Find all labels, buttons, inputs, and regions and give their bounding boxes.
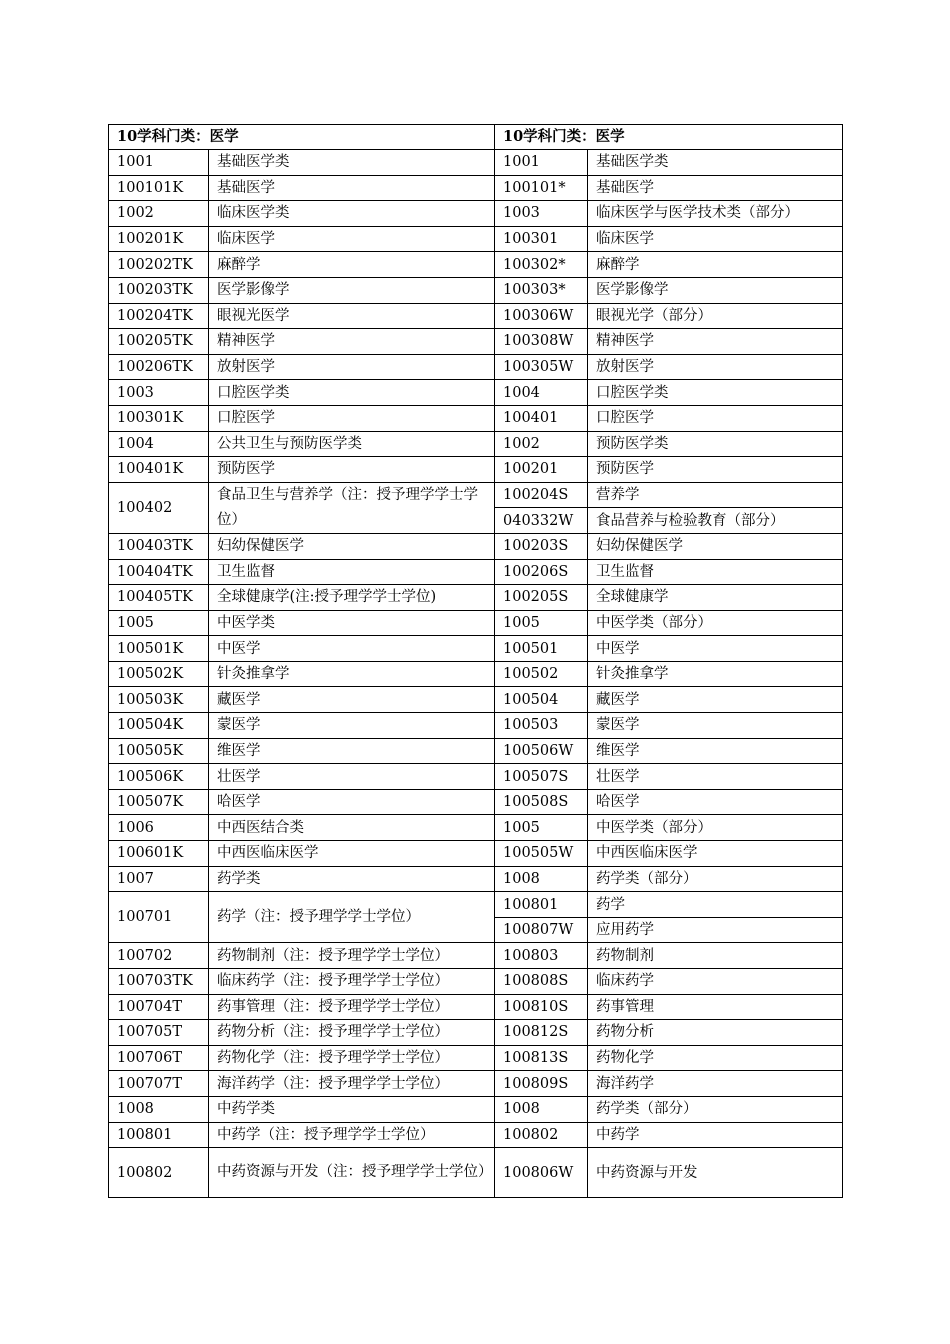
table-row xyxy=(109,866,843,892)
new-code: 100503K xyxy=(109,687,209,713)
table-row xyxy=(109,226,843,252)
old-code: 100206S xyxy=(495,559,588,585)
new-name: 药物制剂（注：授予理学学士学位） xyxy=(209,943,495,969)
old-name: 中医学 xyxy=(588,636,843,662)
old-name: 海洋药学 xyxy=(588,1071,843,1097)
new-code: 100501K xyxy=(109,636,209,662)
table-row xyxy=(109,1071,843,1097)
table-row xyxy=(109,303,843,329)
new-code: 100705T xyxy=(109,1020,209,1046)
old-code: 100812S xyxy=(495,1020,588,1046)
new-code: 100703TK xyxy=(109,969,209,995)
old-name: 预防医学类 xyxy=(588,431,843,457)
table-row xyxy=(109,585,843,611)
old-name: 临床药学 xyxy=(588,969,843,995)
new-name: 临床药学（注：授予理学学士学位） xyxy=(209,969,495,995)
new-code: 100801 xyxy=(109,1122,209,1148)
new-code: 100206TK xyxy=(109,354,209,380)
new-code: 1008 xyxy=(109,1096,209,1122)
table-row xyxy=(109,150,843,176)
table-row xyxy=(109,329,843,355)
old-code: 100505W xyxy=(495,841,588,867)
old-name: 中医学类（部分） xyxy=(588,610,843,636)
table-row xyxy=(109,354,843,380)
table-row xyxy=(109,457,843,483)
old-code: 100401 xyxy=(495,405,588,431)
table-row xyxy=(109,175,843,201)
old-name: 中药资源与开发 xyxy=(588,1148,843,1198)
old-code: 100503 xyxy=(495,713,588,739)
old-name: 应用药学 xyxy=(588,917,843,943)
table-row xyxy=(109,789,843,815)
new-name: 基础医学类 xyxy=(209,150,495,176)
new-name: 维医学 xyxy=(209,738,495,764)
new-name: 针灸推拿学 xyxy=(209,661,495,687)
old-code: 100301 xyxy=(495,226,588,252)
table-row xyxy=(109,764,843,790)
new-name: 药学类 xyxy=(209,866,495,892)
old-name: 口腔医学 xyxy=(588,405,843,431)
new-name: 中医学类 xyxy=(209,610,495,636)
old-code: 1008 xyxy=(495,866,588,892)
table-row xyxy=(109,1020,843,1046)
new-name: 医学影像学 xyxy=(209,277,495,303)
old-code: 100502 xyxy=(495,661,588,687)
old-name: 药学 xyxy=(588,892,843,918)
old-code: 100504 xyxy=(495,687,588,713)
old-code: 100306W xyxy=(495,303,588,329)
table-row xyxy=(109,405,843,431)
old-code: 040332W xyxy=(495,508,588,534)
old-code: 100201 xyxy=(495,457,588,483)
table-row xyxy=(109,636,843,662)
old-name: 针灸推拿学 xyxy=(588,661,843,687)
old-name: 卫生监督 xyxy=(588,559,843,585)
new-name: 药物化学（注：授予理学学士学位） xyxy=(209,1045,495,1071)
table-row xyxy=(109,533,843,559)
old-code: 1005 xyxy=(495,815,588,841)
header-old-catalog: 10学科门类：医学 xyxy=(495,125,843,150)
table-row xyxy=(109,994,843,1020)
table-row xyxy=(109,841,843,867)
old-name: 口腔医学类 xyxy=(588,380,843,406)
old-name: 维医学 xyxy=(588,738,843,764)
new-name: 临床医学类 xyxy=(209,201,495,227)
old-name: 临床医学 xyxy=(588,226,843,252)
new-name: 哈医学 xyxy=(209,789,495,815)
old-code: 100205S xyxy=(495,585,588,611)
old-code: 100303* xyxy=(495,277,588,303)
table-row xyxy=(109,277,843,303)
old-code: 100803 xyxy=(495,943,588,969)
table-row xyxy=(109,1148,843,1198)
header-row xyxy=(109,125,843,150)
table-row xyxy=(109,892,843,918)
table-row xyxy=(109,687,843,713)
new-name: 中药学（注：授予理学学士学位） xyxy=(209,1122,495,1148)
old-code: 100305W xyxy=(495,354,588,380)
old-name: 中医学类（部分） xyxy=(588,815,843,841)
new-name: 妇幼保健医学 xyxy=(209,533,495,559)
new-code: 1001 xyxy=(109,150,209,176)
new-name: 中西医结合类 xyxy=(209,815,495,841)
new-name: 中医学 xyxy=(209,636,495,662)
old-name: 中西医临床医学 xyxy=(588,841,843,867)
old-code: 100809S xyxy=(495,1071,588,1097)
new-code: 1004 xyxy=(109,431,209,457)
new-name: 药学（注：授予理学学士学位） xyxy=(209,892,495,943)
new-code: 1007 xyxy=(109,866,209,892)
old-name: 壮医学 xyxy=(588,764,843,790)
old-name: 眼视光学（部分） xyxy=(588,303,843,329)
old-code: 100308W xyxy=(495,329,588,355)
old-name: 放射医学 xyxy=(588,354,843,380)
new-name: 中药资源与开发（注：授予理学学士学位） xyxy=(209,1148,495,1198)
new-name: 眼视光医学 xyxy=(209,303,495,329)
new-code: 1002 xyxy=(109,201,209,227)
old-name: 药物制剂 xyxy=(588,943,843,969)
old-code: 100807W xyxy=(495,917,588,943)
old-code: 100508S xyxy=(495,789,588,815)
old-code: 1003 xyxy=(495,201,588,227)
new-code: 100204TK xyxy=(109,303,209,329)
old-code: 100506W xyxy=(495,738,588,764)
new-code: 100702 xyxy=(109,943,209,969)
new-code: 100301K xyxy=(109,405,209,431)
new-code: 100402 xyxy=(109,482,209,533)
old-name: 中药学 xyxy=(588,1122,843,1148)
table-row xyxy=(109,713,843,739)
old-name: 蒙医学 xyxy=(588,713,843,739)
table-row xyxy=(109,380,843,406)
new-code: 100404TK xyxy=(109,559,209,585)
new-name: 海洋药学（注：授予理学学士学位） xyxy=(209,1071,495,1097)
table-row xyxy=(109,482,843,508)
new-code: 1005 xyxy=(109,610,209,636)
old-code: 100806W xyxy=(495,1148,588,1198)
header-new-catalog: 10学科门类：医学 xyxy=(109,125,495,150)
old-name: 藏医学 xyxy=(588,687,843,713)
new-name: 预防医学 xyxy=(209,457,495,483)
old-name: 妇幼保健医学 xyxy=(588,533,843,559)
new-code: 100504K xyxy=(109,713,209,739)
new-name: 全球健康学(注:授予理学学士学位) xyxy=(209,585,495,611)
old-name: 基础医学 xyxy=(588,175,843,201)
new-name: 食品卫生与营养学（注：授予理学学士学位） xyxy=(209,482,495,533)
table-row xyxy=(109,559,843,585)
new-code: 100506K xyxy=(109,764,209,790)
old-code: 100810S xyxy=(495,994,588,1020)
old-code: 1004 xyxy=(495,380,588,406)
new-code: 100201K xyxy=(109,226,209,252)
new-name: 麻醉学 xyxy=(209,252,495,278)
new-code: 100401K xyxy=(109,457,209,483)
new-name: 蒙医学 xyxy=(209,713,495,739)
table-row xyxy=(109,661,843,687)
new-name: 藏医学 xyxy=(209,687,495,713)
new-code: 1003 xyxy=(109,380,209,406)
old-code: 1002 xyxy=(495,431,588,457)
new-code: 100601K xyxy=(109,841,209,867)
new-code: 100405TK xyxy=(109,585,209,611)
table-row xyxy=(109,431,843,457)
major-comparison-table xyxy=(108,124,843,1198)
new-name: 基础医学 xyxy=(209,175,495,201)
table-row xyxy=(109,252,843,278)
new-name: 精神医学 xyxy=(209,329,495,355)
new-code: 100202TK xyxy=(109,252,209,278)
new-name: 卫生监督 xyxy=(209,559,495,585)
old-code: 1005 xyxy=(495,610,588,636)
new-name: 中西医临床医学 xyxy=(209,841,495,867)
new-name: 临床医学 xyxy=(209,226,495,252)
new-name: 口腔医学类 xyxy=(209,380,495,406)
old-name: 药学类（部分） xyxy=(588,1096,843,1122)
new-name: 壮医学 xyxy=(209,764,495,790)
old-code: 1008 xyxy=(495,1096,588,1122)
old-name: 临床医学与医学技术类（部分） xyxy=(588,201,843,227)
new-name: 药事管理（注：授予理学学士学位） xyxy=(209,994,495,1020)
old-name: 哈医学 xyxy=(588,789,843,815)
old-code: 100507S xyxy=(495,764,588,790)
new-code: 100701 xyxy=(109,892,209,943)
old-name: 精神医学 xyxy=(588,329,843,355)
old-name: 营养学 xyxy=(588,482,843,508)
new-code: 100502K xyxy=(109,661,209,687)
new-code: 1006 xyxy=(109,815,209,841)
old-code: 100302* xyxy=(495,252,588,278)
new-name: 放射医学 xyxy=(209,354,495,380)
old-name: 预防医学 xyxy=(588,457,843,483)
old-code: 100501 xyxy=(495,636,588,662)
old-code: 100813S xyxy=(495,1045,588,1071)
old-code: 100204S xyxy=(495,482,588,508)
table-row xyxy=(109,1122,843,1148)
old-name: 药学类（部分） xyxy=(588,866,843,892)
old-code: 100203S xyxy=(495,533,588,559)
old-name: 基础医学类 xyxy=(588,150,843,176)
old-name: 医学影像学 xyxy=(588,277,843,303)
new-name: 药物分析（注：授予理学学士学位） xyxy=(209,1020,495,1046)
new-code: 100101K xyxy=(109,175,209,201)
old-name: 食品营养与检验教育（部分） xyxy=(588,508,843,534)
new-code: 100205TK xyxy=(109,329,209,355)
old-code: 100808S xyxy=(495,969,588,995)
new-name: 口腔医学 xyxy=(209,405,495,431)
table-row xyxy=(109,201,843,227)
table-row xyxy=(109,943,843,969)
new-code: 100507K xyxy=(109,789,209,815)
old-code: 100101* xyxy=(495,175,588,201)
new-name: 公共卫生与预防医学类 xyxy=(209,431,495,457)
new-code: 100403TK xyxy=(109,533,209,559)
new-code: 100203TK xyxy=(109,277,209,303)
new-code: 100802 xyxy=(109,1148,209,1198)
old-code: 100802 xyxy=(495,1122,588,1148)
new-name: 中药学类 xyxy=(209,1096,495,1122)
new-code: 100704T xyxy=(109,994,209,1020)
table-row xyxy=(109,969,843,995)
old-code: 1001 xyxy=(495,150,588,176)
old-code: 100801 xyxy=(495,892,588,918)
new-code: 100707T xyxy=(109,1071,209,1097)
old-name: 药物分析 xyxy=(588,1020,843,1046)
table-row xyxy=(109,738,843,764)
old-name: 药物化学 xyxy=(588,1045,843,1071)
old-name: 麻醉学 xyxy=(588,252,843,278)
old-name: 全球健康学 xyxy=(588,585,843,611)
table-row xyxy=(109,1096,843,1122)
table-row xyxy=(109,815,843,841)
table-row xyxy=(109,610,843,636)
new-code: 100505K xyxy=(109,738,209,764)
table-row xyxy=(109,1045,843,1071)
new-code: 100706T xyxy=(109,1045,209,1071)
old-name: 药事管理 xyxy=(588,994,843,1020)
